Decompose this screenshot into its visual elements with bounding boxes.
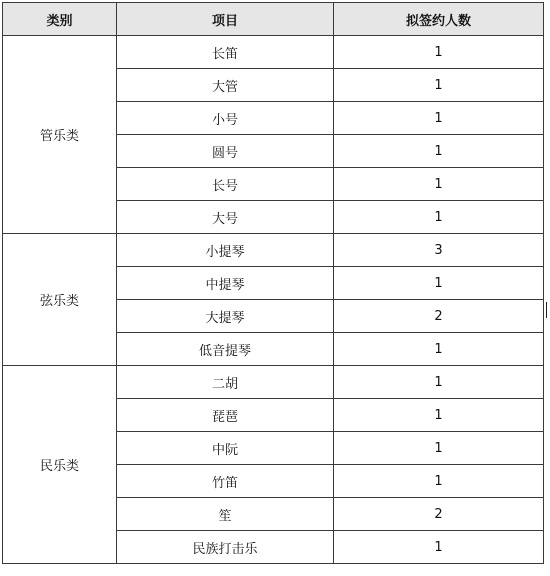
table-row bbox=[3, 234, 544, 267]
item-cell: 琵琶 bbox=[117, 399, 334, 432]
count-cell: 1 bbox=[334, 36, 544, 69]
count-cell: 1 bbox=[334, 366, 544, 399]
count-cell: 1 bbox=[334, 465, 544, 498]
category-cell: 民乐类 bbox=[3, 366, 117, 564]
count-cell: 1 bbox=[334, 267, 544, 300]
header-category: 类别 bbox=[3, 3, 117, 36]
count-cell: 1 bbox=[334, 168, 544, 201]
count-cell: 2 bbox=[334, 300, 544, 333]
count-cell: 1 bbox=[334, 135, 544, 168]
table-header-row bbox=[3, 3, 544, 36]
count-cell: 1 bbox=[334, 531, 544, 564]
table-row bbox=[3, 366, 544, 399]
item-cell: 二胡 bbox=[117, 366, 334, 399]
item-cell: 圆号 bbox=[117, 135, 334, 168]
count-cell: 1 bbox=[334, 432, 544, 465]
category-cell: 管乐类 bbox=[3, 36, 117, 234]
category-cell: 弦乐类 bbox=[3, 234, 117, 366]
count-cell: 1 bbox=[334, 201, 544, 234]
item-cell: 民族打击乐 bbox=[117, 531, 334, 564]
header-count: 拟签约人数 bbox=[334, 3, 544, 36]
text-cursor bbox=[546, 302, 547, 318]
item-cell: 笙 bbox=[117, 498, 334, 531]
item-cell: 中阮 bbox=[117, 432, 334, 465]
item-cell: 竹笛 bbox=[117, 465, 334, 498]
count-cell: 3 bbox=[334, 234, 544, 267]
count-cell: 2 bbox=[334, 498, 544, 531]
item-cell: 小号 bbox=[117, 102, 334, 135]
item-cell: 大管 bbox=[117, 69, 334, 102]
count-cell: 1 bbox=[334, 102, 544, 135]
recruitment-table bbox=[2, 2, 544, 564]
item-cell: 长号 bbox=[117, 168, 334, 201]
count-cell: 1 bbox=[334, 399, 544, 432]
item-cell: 长笛 bbox=[117, 36, 334, 69]
item-cell: 大号 bbox=[117, 201, 334, 234]
item-cell: 大提琴 bbox=[117, 300, 334, 333]
count-cell: 1 bbox=[334, 333, 544, 366]
item-cell: 中提琴 bbox=[117, 267, 334, 300]
item-cell: 小提琴 bbox=[117, 234, 334, 267]
table-row bbox=[3, 36, 544, 69]
count-cell: 1 bbox=[334, 69, 544, 102]
item-cell: 低音提琴 bbox=[117, 333, 334, 366]
header-item: 项目 bbox=[117, 3, 334, 36]
